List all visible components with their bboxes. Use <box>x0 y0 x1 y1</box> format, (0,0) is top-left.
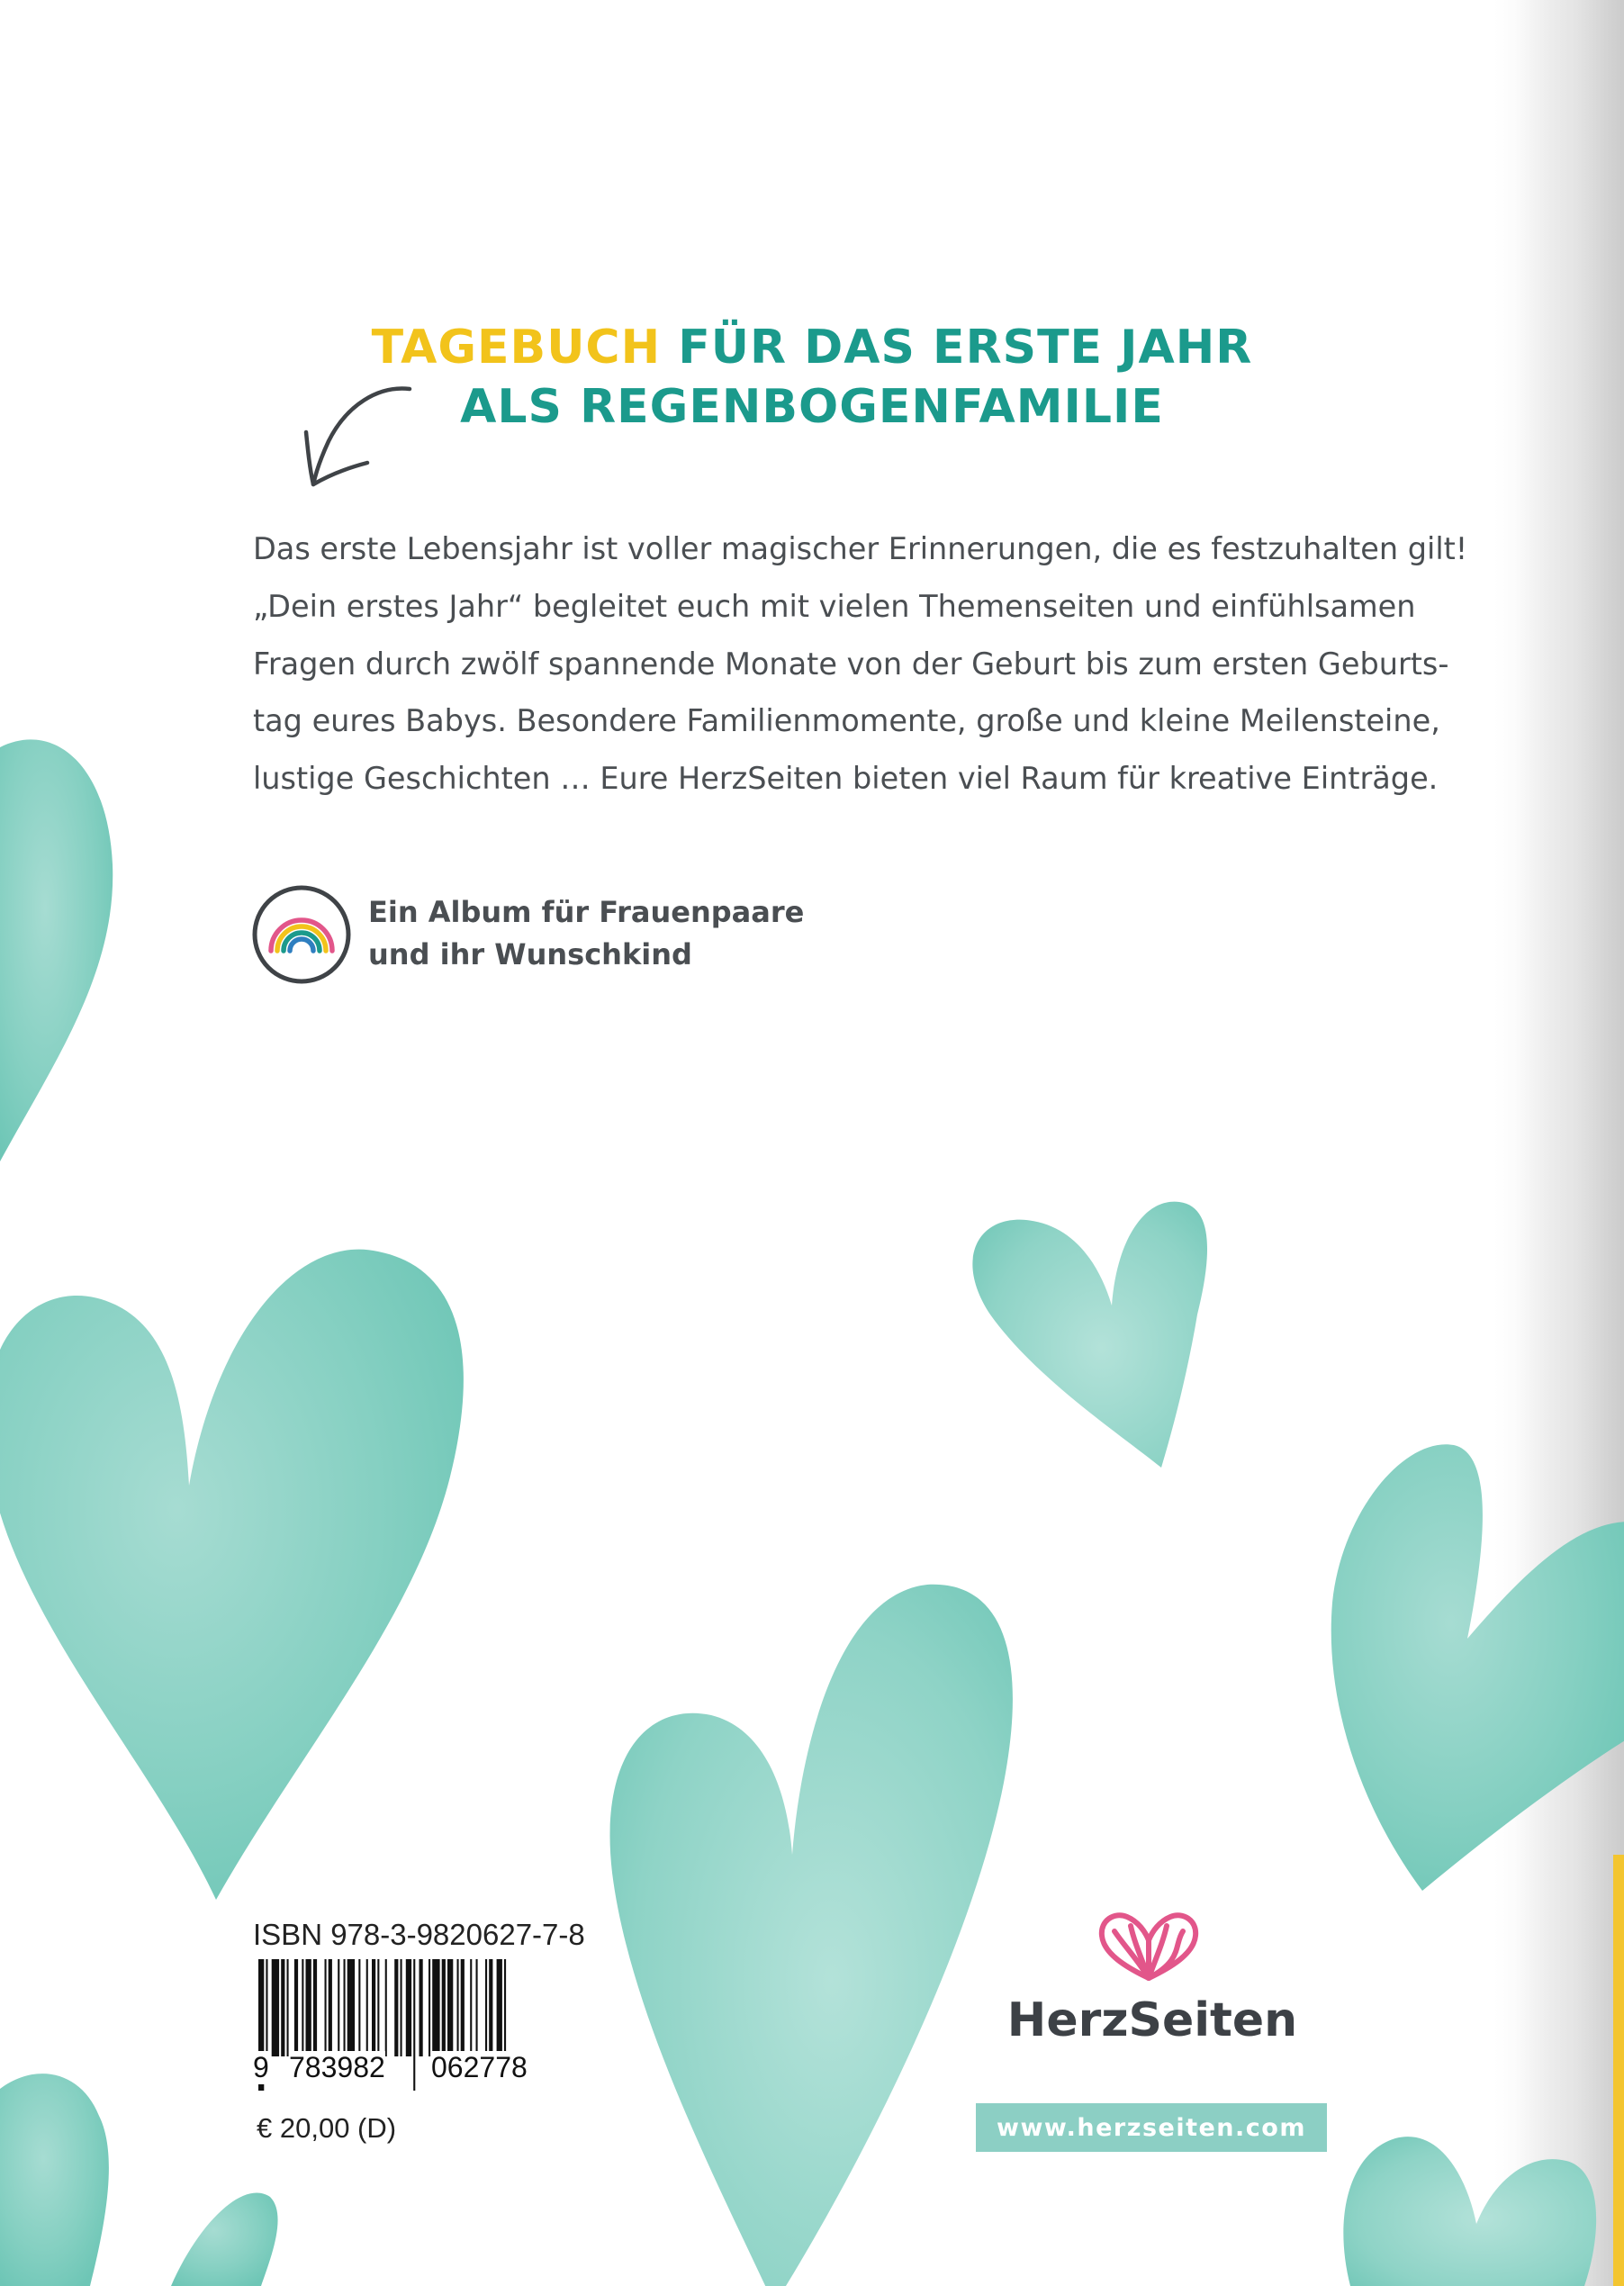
barcode-bar <box>377 1959 379 2056</box>
barcode-bar <box>366 1959 368 2056</box>
heart-bottom-mid-partial <box>171 2193 278 2286</box>
barcode-bar <box>406 1959 411 2056</box>
heading-line-2-text: ALS REGENBOGENFAMILIE <box>460 380 1164 434</box>
barcode-bar <box>457 1959 459 2056</box>
heading-line-2 <box>0 380 1624 434</box>
price-label: € 20,00 (D) <box>253 2107 456 2150</box>
barcode-bar <box>313 1959 317 2056</box>
heart-bottom-left-partial <box>0 2074 109 2286</box>
barcode-bar <box>504 1959 506 2056</box>
barcode-digit-first: 9 <box>253 2051 269 2083</box>
heart-right <box>1331 1444 1624 1891</box>
barcode-bar <box>420 1959 423 2056</box>
barcode-bar <box>344 1959 346 2056</box>
barcode-bar <box>461 1959 465 2056</box>
heart-small-middle <box>972 1202 1207 1468</box>
description-line-5: lustige Geschichten … Eure HerzSeiten bieten viel Raum für kreative Einträge. <box>253 761 1439 797</box>
barcode-bar <box>429 1959 430 2056</box>
barcode-bar <box>281 1959 284 2056</box>
barcode-bar <box>447 1959 453 2056</box>
barcode-bar <box>401 1959 402 2056</box>
barcode-bar <box>325 1959 327 2056</box>
barcode-bar <box>347 1959 355 2056</box>
heading-line-1 <box>0 321 1624 375</box>
barcode-bar <box>432 1959 439 2056</box>
publisher-name: HerzSeiten <box>1006 1993 1298 2047</box>
barcode-bar <box>266 1959 267 2056</box>
barcode-bar <box>294 1959 298 2056</box>
heart-book-logo-icon <box>1095 1904 1203 1985</box>
barcode-bar <box>470 1959 472 2056</box>
description-line-3: Fragen durch zwölf spannende Monate von der Geburt bis zum ersten Geburts- <box>253 646 1449 682</box>
barcode-bar <box>442 1959 446 2056</box>
barcode-bar <box>476 1959 478 2056</box>
barcode-bar <box>489 1959 492 2056</box>
description-text <box>253 520 1468 808</box>
isbn-label: ISBN 978-3-9820627-7-8 <box>253 1918 592 1952</box>
hand-drawn-arrow-icon <box>297 378 423 495</box>
heart-bottom-center <box>610 1585 1013 2286</box>
heart-bottom-right-partial <box>1343 2137 1596 2286</box>
description-line-1: Das erste Lebensjahr ist voller magischer Erinnerungen, die es festzuhalten gilt! <box>253 531 1468 566</box>
barcode-bar <box>385 1959 387 2056</box>
barcode-bar <box>485 1959 487 2056</box>
barcode-bar <box>358 1959 360 2056</box>
description-line-4: tag eures Babys. Besondere Familienmomente, große und kleine Meilensteine, <box>253 703 1440 739</box>
barcode-bar <box>497 1959 502 2056</box>
publisher-url-box[interactable] <box>976 2103 1327 2152</box>
barcode-bar <box>306 1959 311 2056</box>
badge-line-2: und ihr Wunschkind <box>368 937 692 971</box>
heart-large-left <box>0 1250 464 1900</box>
rainbow-icon <box>251 884 352 985</box>
heart-left-top-partial <box>0 739 113 1161</box>
badge-text <box>368 891 804 976</box>
barcode-bar <box>338 1959 339 2056</box>
barcode-bar <box>413 1959 415 2091</box>
barcode-bar <box>394 1959 398 2056</box>
barcode-bar <box>302 1959 303 2056</box>
barcode-bar <box>272 1959 279 2056</box>
publisher-url[interactable]: www.herzseiten.com <box>997 2113 1306 2142</box>
heading-line-1-rest: FÜR DAS ERSTE JAHR <box>661 321 1253 375</box>
barcode-digits-right: 062778 <box>431 2051 528 2083</box>
barcode-digits-left: 783982 <box>289 2051 385 2083</box>
badge-line-1: Ein Album für Frauenpaare <box>368 895 805 929</box>
heading-highlight-word: TAGEBUCH <box>371 321 662 375</box>
barcode-bar <box>287 1959 289 2056</box>
barcode-bar <box>372 1959 375 2056</box>
barcode-bar <box>329 1959 332 2056</box>
description-line-2: „Dein erstes Jahr“ begleitet euch mit vielen Themenseiten und einfühlsamen <box>253 588 1416 624</box>
